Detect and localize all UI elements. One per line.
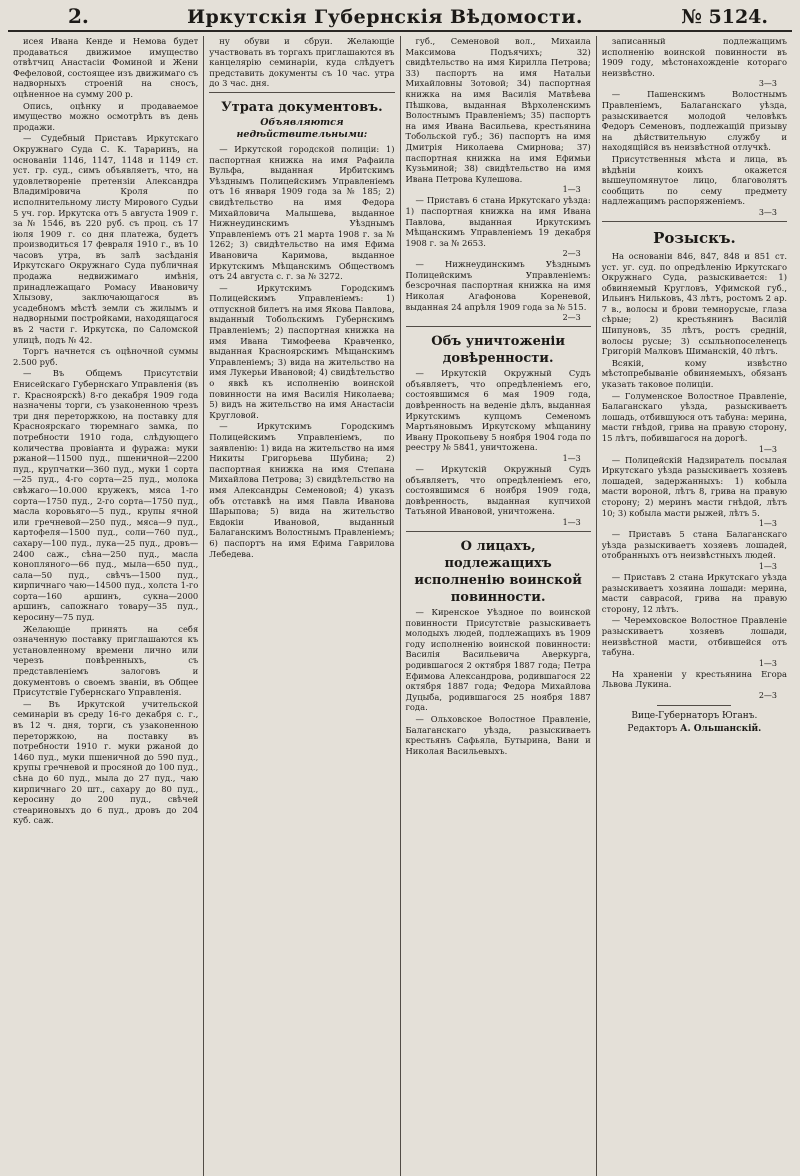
paragraph: ну обуви и сбруи. Желающіе участвовать въ торгахъ приглашаются въ канцелярію семинаріи, куда слѣдуетъ представить документы съ 10 час. утра до 3 час. дня. [209, 36, 395, 89]
issue-marker: 1—3 [562, 185, 581, 195]
paragraph: — Иркутскимъ Городскимъ Полицейскимъ Управленіемъ: 1) отпускной билетъ на имя Якова Павлова, выданный Тобольскимъ Губернскимъ Правленіемъ; 2) паспортная книжка на имя Ивана Тимофеева Кравченко, выданная Красноярскимъ Мѣщанскимъ Управленіемъ; 3) вида на жительство на имя Лукерьи Ивановой; 4) свидѣтельство о явкѣ къ исполненію воинской повинности на имя Василія Николаева; 5) видъ на жительство на имя Анастасіи Кругловой. [209, 282, 395, 420]
paragraph: исея Ивана Кенде и Немова будет продаваться движимое имущество отвѣтчиц Анастасіи Фоминой и Жени Фефеловой, состоящее изъ движимаго съ надворныхъ строеній на сносъ, оцѣненное на сумму 200 р. [13, 36, 199, 99]
issue-number: № 5124. [681, 6, 768, 28]
issue-marker: 2—3 [562, 313, 581, 323]
paragraph: — Нижнеудинскимъ Уѣзднымъ Полицейскимъ Управленіемъ: безсрочная паспортная книжка на имя Николая Агафонова Кореневой, выданная 24 апрѣля 1909 года за № 515. [405, 259, 591, 312]
issue-marker: 1—3 [562, 454, 581, 463]
paragraph: На основаніи 846, 847, 848 и 851 ст. уст. уг. суд. по опредѣленію Иркутскаго Окружнаго Суда, разыскивается: 1) обвиняемый Кругловъ, Уфимской губ., Ильинъ Нильковъ, 43 лѣтъ, ростомъ 2 ар. 7 в., волосы и брови темнорусые, глаза сѣрые; 2) крестьянинъ Василій Шипуновъ, 35 лѣтъ, ростъ средній, волосы русые; 3) ссыльнопоселенецъ Григорій Малковъ Шиманскій, 40 лѣтъ. [601, 250, 787, 357]
paragraph: — Иркутскій Окружный Судъ объявляетъ, что опредѣленіемъ его, состоявшимся 6 ноября 1909 года, довѣренность, выданная купчихой Татьяной Ивановой, уничтожена. [405, 464, 591, 517]
column-3 [401, 36, 597, 1176]
newspaper-title: Иркутскія Губернскія Вѣдомости. [187, 6, 584, 28]
issue-marker: 1—3 [758, 658, 777, 668]
paragraph: — Иркутскій Окружный Судъ объявляетъ, что опредѣленіемъ его, состоявшимся 6 мая 1909 года, довѣренность на веденіе дѣлъ, выданная Иркутскимъ купцомъ Семеномъ Мартьяновымъ Иркутскому мѣщанину Ивану Прокопьеву 5 ноября 1904 года по реестру № 5841, уничтожена. [405, 368, 591, 453]
issue-marker: 1—3 [758, 519, 777, 529]
section-heading: Розыскъ. [653, 228, 736, 247]
paragraph: — Пашенскимъ Волостнымъ Правленіемъ, Балаганскаго уѣзда, разыскивается молодой человѣкъ Федоръ Семеновъ, подлежащій призыву на дѣйствительную службу и находящійся въ неизвѣстной отлучкѣ. [601, 89, 787, 153]
section-subheading: Объявляются недѣйствительными: [236, 116, 368, 140]
section-heading: О лицахъ, подлежащихъ исполненію воинской повинности. [414, 538, 582, 605]
paragraph: — Приставъ 5 стана Балаганскаго уѣзда разыскиваетъ хозяевъ лошадей, отобранныхъ отъ неизвѣстныхъ людей. [601, 529, 787, 561]
issue-marker: 2—3 [562, 249, 581, 259]
paragraph: — Киренское Уѣздное по воинской повинности Присутствіе разыскиваетъ молодыхъ людей, подлежащихъ въ 1909 году исполненію воинской повинности: Василія Васильевича Аверкурга, родившагося 2 октября 1887 года; Петра Ефимова Александрова, родившагося 22 октября 1887 года; Федора Михайлова Дуцыба, родившагося 25 ноября 1887 года. [405, 606, 591, 713]
issue-marker: 1—3 [758, 561, 777, 571]
page-number: 2. [68, 4, 89, 28]
paragraph: губ., Семеновой вол., Михаила Максимова Подъячихъ; 32) свидѣтельство на имя Кирилла Петрова; 33) паспортъ на имя Натальи Михайловны Зотовой; 34) паспортная книжка на имя Василія Матвѣева Пѣшкова, выданная Вѣрхоленскимъ Волостнымъ Правленіемъ; 35) паспортъ на имя Ивана Васильева, крестьянина Тобольской губ.; 36) паспортъ на имя Дмитрія Николаева Смирнова; 37) паспортная книжка на имя Ефимьи Кузьминой; 38) свидѣтельство на имя Ивана Петрова Кулешова. [405, 36, 591, 184]
section-heading: Утрата документовъ. [221, 99, 383, 115]
paragraph: — Судебный Приставъ Иркутскаго Окружнаго Суда С. К. Тараринъ, на основаніи 1146, 1147, 1148 и 1149 ст. уст. гр. суд., симъ объявляетъ, что, на удовлетвореніе претензіи Александра Владиміровича Кроля по исполнительному листу Мирового Судьи 5 уч. гор. Иркутска отъ 5 августа 1909 г. за № 1546, въ 220 руб. съ прoц. съ 17 іюля 1909 г. со дня платежа, будетъ производиться 17 февраля 1910 г., въ 10 часовъ утра, въ залѣ засѣданія Иркутскаго Окружнаго Суда публичная продажа недвижимаго имѣнія, принадлежащаго Ромасу Ивановичу Хлызову, заключающагося въ усадебномъ мѣстѣ земли съ жилымъ и надворными постройками, находящагося въ 2 части г. Иркутска, по Саломской улицѣ, подъ № 42. [13, 133, 199, 345]
paragraph: — Голуменское Волостное Правленіе, Балаганскаго уѣзда, разыскиваетъ лошадь, отбившуюся отъ табуна: мерина, масти гнѣдой, грива на правую сторону, 15 лѣтъ, побившагося на дорогѣ. [601, 390, 787, 443]
paragraph: — Черемховское Волостное Правленіе разыскиваетъ хозяевъ лошади, неизвѣстной масти, отбившейся отъ табуна. [601, 615, 787, 658]
section-heading: Объ уничтоженіи довѣренности. [431, 334, 565, 367]
paragraph: — Приставъ 2 стана Иркутскаго уѣзда разыскиваетъ хозяина лошади: мерина, масти саврасой, грива на правую сторону, 12 лѣтъ. [601, 571, 787, 614]
paragraph: — Въ Иркутской учительской семинаріи въ среду 16-го декабря с. г., въ 12 ч. дня, торги, съ узаконенною переторжкою, на поставку въ потребности 1910 г. муки ржаной до 1460 пуд., муки пшеничной до 590 пуд., крупы гречневой и просяной до 100 пуд., сѣна до 60 пуд., мыла до 27 пуд., чаю кирпичнаго 20 шт., сахару до 80 пуд., керосину до 200 пуд., свѣчей стеариновыхъ до 6 пуд., дровъ до 204 куб. саж. [13, 698, 199, 826]
paragraph: — Ольховское Волостное Правленіе, Балаганскаго уѣзда, разыскиваетъ крестьянъ Сафьяла, Бутырина, Вани и Николая Васильевыхъ. [405, 713, 591, 756]
divider [209, 92, 394, 93]
issue-marker: 1—3 [562, 517, 581, 527]
issue-marker: 3—3 [758, 207, 777, 217]
masthead [8, 4, 792, 32]
paragraph: Торгъ начнется съ оцѣночной суммы 2.500 руб. [13, 346, 199, 367]
columns [8, 32, 792, 1176]
issue-marker: 1—3 [758, 444, 777, 454]
issue-marker: 2—3 [758, 690, 777, 700]
paragraph: На храненіи у крестьянина Егора Львова Лукина. [601, 668, 787, 690]
editor-signature [602, 723, 787, 736]
paragraph: — Иркутскимъ Городскимъ Полицейскимъ Управленіемъ, по заявленію: 1) вида на жительство на имя Никиты Григорьева Шубина; 2) паспортная книжка на имя Степана Михайлова Петрова; 3) свидѣтельство на имя Александры Семеновой; 4) указъ объ отставкѣ на имя Павла Иванова Шарыпова; 5) вида на жительство Евдокіи Ивановой, выданный Балаганскимъ Волостнымъ Правленіемъ; 6) паспортъ на имя Ефима Гаврилова Лебедева. [209, 421, 395, 559]
paragraph: записанный подлежащимъ исполненію воинской повинности въ 1909 году, мѣстонахожденіе котораго неизвѣстно. [601, 36, 787, 78]
paragraph: Присутственныя мѣста и лица, въ вѣдѣніи коихъ окажется вышеупомянутое лицо, благоволятъ сообщить по сему предмету надлежащимъ распоряженіемъ. [601, 153, 787, 207]
column-1 [8, 36, 204, 1176]
paragraph: — Иркутской городской полиціи: 1) паспортная книжка на имя Рафаила Вульфа, выданная Ирбитскимъ Уѣзднымъ Полицейскимъ Управленіемъ отъ 16 января 1909 года за № 185; 2) свидѣтельство на имя Федора Михайловича Малышева, выданное Нижнеудинскимъ Уѣзднымъ Управленіемъ отъ 21 марта 1908 г. за № 1262; 3) свидѣтельство на имя Ефима Ивановича Каримова, выданное Иркутскимъ Мѣщанскимъ Обществомъ отъ 24 августа с. г. за № 3272. [209, 143, 395, 282]
paragraph: Всякій, кому извѣстно мѣстопребываніе обвиняемыхъ, обязанъ указать таковое полиціи. [601, 357, 787, 390]
paragraph: — Приставъ 6 стана Иркутскаго уѣзда: 1) паспортная книжка на имя Ивана Павлова, выданная Иркутскимъ Мѣщанскимъ Управленіемъ 19 декабря 1908 г. за № 2653. [405, 195, 591, 248]
paragraph: Опись, оцѣнку и продаваемое имущество можно осмотрѣть въ день продажи. [13, 100, 199, 132]
paragraph: — Въ Общемъ Присутствіи Енисейскаго Губернскаго Управленія (въ г. Красноярскѣ) 8-го декабря 1909 года назначены торги, съ узаконенною чрезъ три дня переторжкою, на поставку для Красноярскаго тюремнаго замка, по потребности 1910 года, слѣдующего количества провіанта и фуража: муки ржаной—11500 пуд., пшеничной—2200 пуд., крупчатки—360 пуд., муки 1 сорта—25 пуд., 4-го сорта—25 пуд., молока свѣжаго—10.000 кружекъ, мяса 1-го сорта—1750 пуд., 2-го сорта—1750 пуд., масла коровьяго—5 пуд., крупы ячной или гречневой—250 пуд., мяса—9 пуд., картофеля—1500 пуд., соли—760 пуд., сахару—100 пуд., лука—25 пуд., дровъ—2400 саж., сѣна—250 пуд., масла конопляного—66 пуд., мыла—650 пуд., сала—50 пуд., свѣчъ—1500 пуд., кирпичнаго чаю—14500 пуд., холста 1-го сорта—160 аршинъ, сукна—2000 аршинъ, сапожнаго товару—35 пуд., керосину—75 пуд. [13, 368, 199, 623]
editor-name: А. Ольшанскій. [680, 723, 762, 734]
vice-governor-signature [602, 710, 787, 723]
divider [657, 705, 731, 706]
editor-label: Редакторъ [627, 723, 678, 734]
vice-governor-text: Вице-Губернаторъ Юганъ. [631, 710, 758, 721]
divider [406, 531, 591, 532]
column-4 [597, 36, 792, 1176]
divider [602, 221, 787, 222]
issue-marker: 3—3 [758, 79, 777, 89]
column-2 [204, 36, 400, 1176]
paragraph: — Полицейскій Надзиратель посылая Иркутскаго уѣзда разыскиваетъ хозяевъ лошадей, задержанныхъ: 1) кобыла масти вороной, лѣтъ 8, грива на правую сторону; 2) меринъ масти гнѣдой, лѣтъ 10; 3) кобыла масти рыжей, лѣтъ 5. [601, 454, 787, 518]
paragraph: Желающіе принять на себя означенную поставку приглашаются къ установленному времени лично или черезъ повѣренныхъ, съ представленіемъ залоговъ и документовъ о своемъ званіи, въ Общее Присутствіе Губернскаго Управленія. [13, 623, 199, 698]
divider [406, 326, 591, 327]
